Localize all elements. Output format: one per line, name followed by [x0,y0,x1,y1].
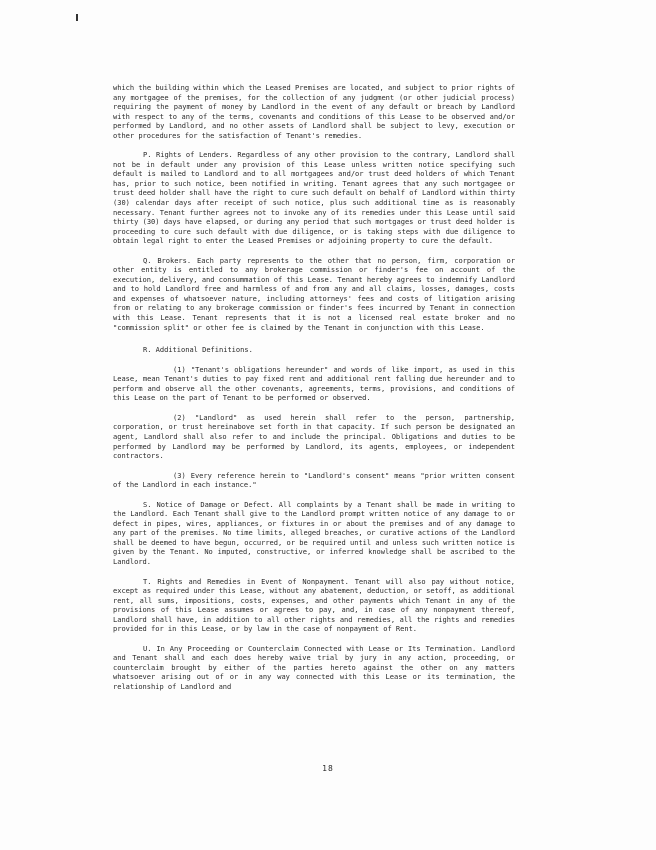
page-number: 18 [322,764,334,773]
paragraph-u-jury-waiver: U. In Any Proceeding or Counterclaim Connected with Lease or Its Termination. Landlord and Tenant shall and each does hereby waive trial by jury in any action, proceeding, or counterclaim brought by either of the parties hereto against the other on any matters whatsoever arising out of or in any way connected with this Lease or its termination, the relationship of Landlord and [113,643,515,691]
paragraph-t-nonpayment: T. Rights and Remedies in Event of Nonpayment. Tenant will also pay without notice, except as required under this Lease, without any abatement, deduction, or setoff, as additional rent, all sums, impositions, costs, expenses, and other payments which Tenant in any of the provisions of this Lease assumes or agrees to pay, and, in case of any nonpayment thereof, Landlord shall have, in addition to all other rights and remedies, all the rights and remedies provided for in this Lease, or by law in the case of nonpayment of Rent. [113,576,515,634]
definition-3-landlord-consent: (3) Every reference herein to "Landlord's consent" means "prior written consent of the Landlord in each instance." [113,470,515,490]
document-body [113,83,515,692]
heading-r-additional-definitions: R. Additional Definitions. [143,345,253,355]
definition-2-landlord: (2) "Landlord" as used herein shall refer to the person, partnership, corporation, or trust hereinabove set forth in that capacity. If such person be designated an agent, Landlord shall also refer to and include the principal. Obligations and duties to be performed by Landlord may be performed by Landlord, its agents, employees, or independent contractors. [113,412,515,461]
paragraph-p-rights-of-lenders: P. Rights of Lenders. Regardless of any other provision to the contrary, Landlord shall not be in default under any provision of this Lease unless written notice specifying such default is mailed to Landlord and to all mortgagees and/or trust deed holders of which Tenant has, prior to such notice, been notified in writing. Tenant agrees that any such mortgagee or trust deed holder shall have the right to cure such default on behalf of Landlord within thirty (30) calendar days after receipt of such notice, plus such additional time as is reasonably necessary. Tenant further agrees not to invoke any of its remedies under this Lease until said thirty (30) days have elapsed, or during any period that such mortgages or trust deed holder is proceeding to cure such default with due diligence, or is taking steps with due diligence to obtain legal right to enter the Leased Premises or adjoining property to cure the default. [113,150,515,246]
paragraph-q-brokers: Q. Brokers. Each party represents to the other that no person, firm, corporation or other entity is entitled to any brokerage commission or finder's fee on account of the execution, delivery, and consummation of this Lease. Tenant hereby agrees to indemnify Landlord and to hold Landlord free and harmless of and from any and all claims, losses, damages, costs and expenses of whatsoever nature, including attorneys' fees and costs of litigation arising from or relating to any brokerage commission or finder's fees incurred by Tenant in connection with this Lease. Tenant represents that it is not a licensed real estate broker and no "commission split" or other fee is claimed by the Tenant in conjunction with this Lease. [113,255,515,332]
paragraph-s-notice-of-damage: S. Notice of Damage or Defect. All complaints by a Tenant shall be made in writing to the Landlord. Each Tenant shall give to the Landlord prompt written notice of any damage to or defect in pipes, wires, appliances, or fixtures in or about the premises and of any damage to any part of the premises. No time limits, alleged breaches, or curative actions of the Landlord shall be deemed to have begun, occurred, or be required until and unless such written notice is given by the Tenant. No imputed, constructive, or inferred knowledge shall be ascribed to the Landlord. [113,499,515,566]
scan-mark [76,14,78,21]
paragraph-o-continued: which the building within which the Leased Premises are located, and subject to prior rights of any mortgagee of the premises, for the collection of any judgment (or other judicial process) requiring the payment of money by Landlord in the event of any default or breach by Landlord with respect to any of the terms, covenants and conditions of this Lease to be observed and/or performed by Landlord, and no other assets of Landlord shall be subject to levy, execution or other procedures for the satisfaction of Tenant's remedies. [113,83,515,140]
definition-1-tenant-obligations: (1) "Tenant's obligations hereunder" and words of like import, as used in this Lease, mean Tenant's duties to pay fixed rent and additional rent falling due hereunder and to perform and observe all the other covenants, agreements, terms, provisions, and conditions of this Lease on the part of Tenant to be performed or observed. [113,364,515,403]
